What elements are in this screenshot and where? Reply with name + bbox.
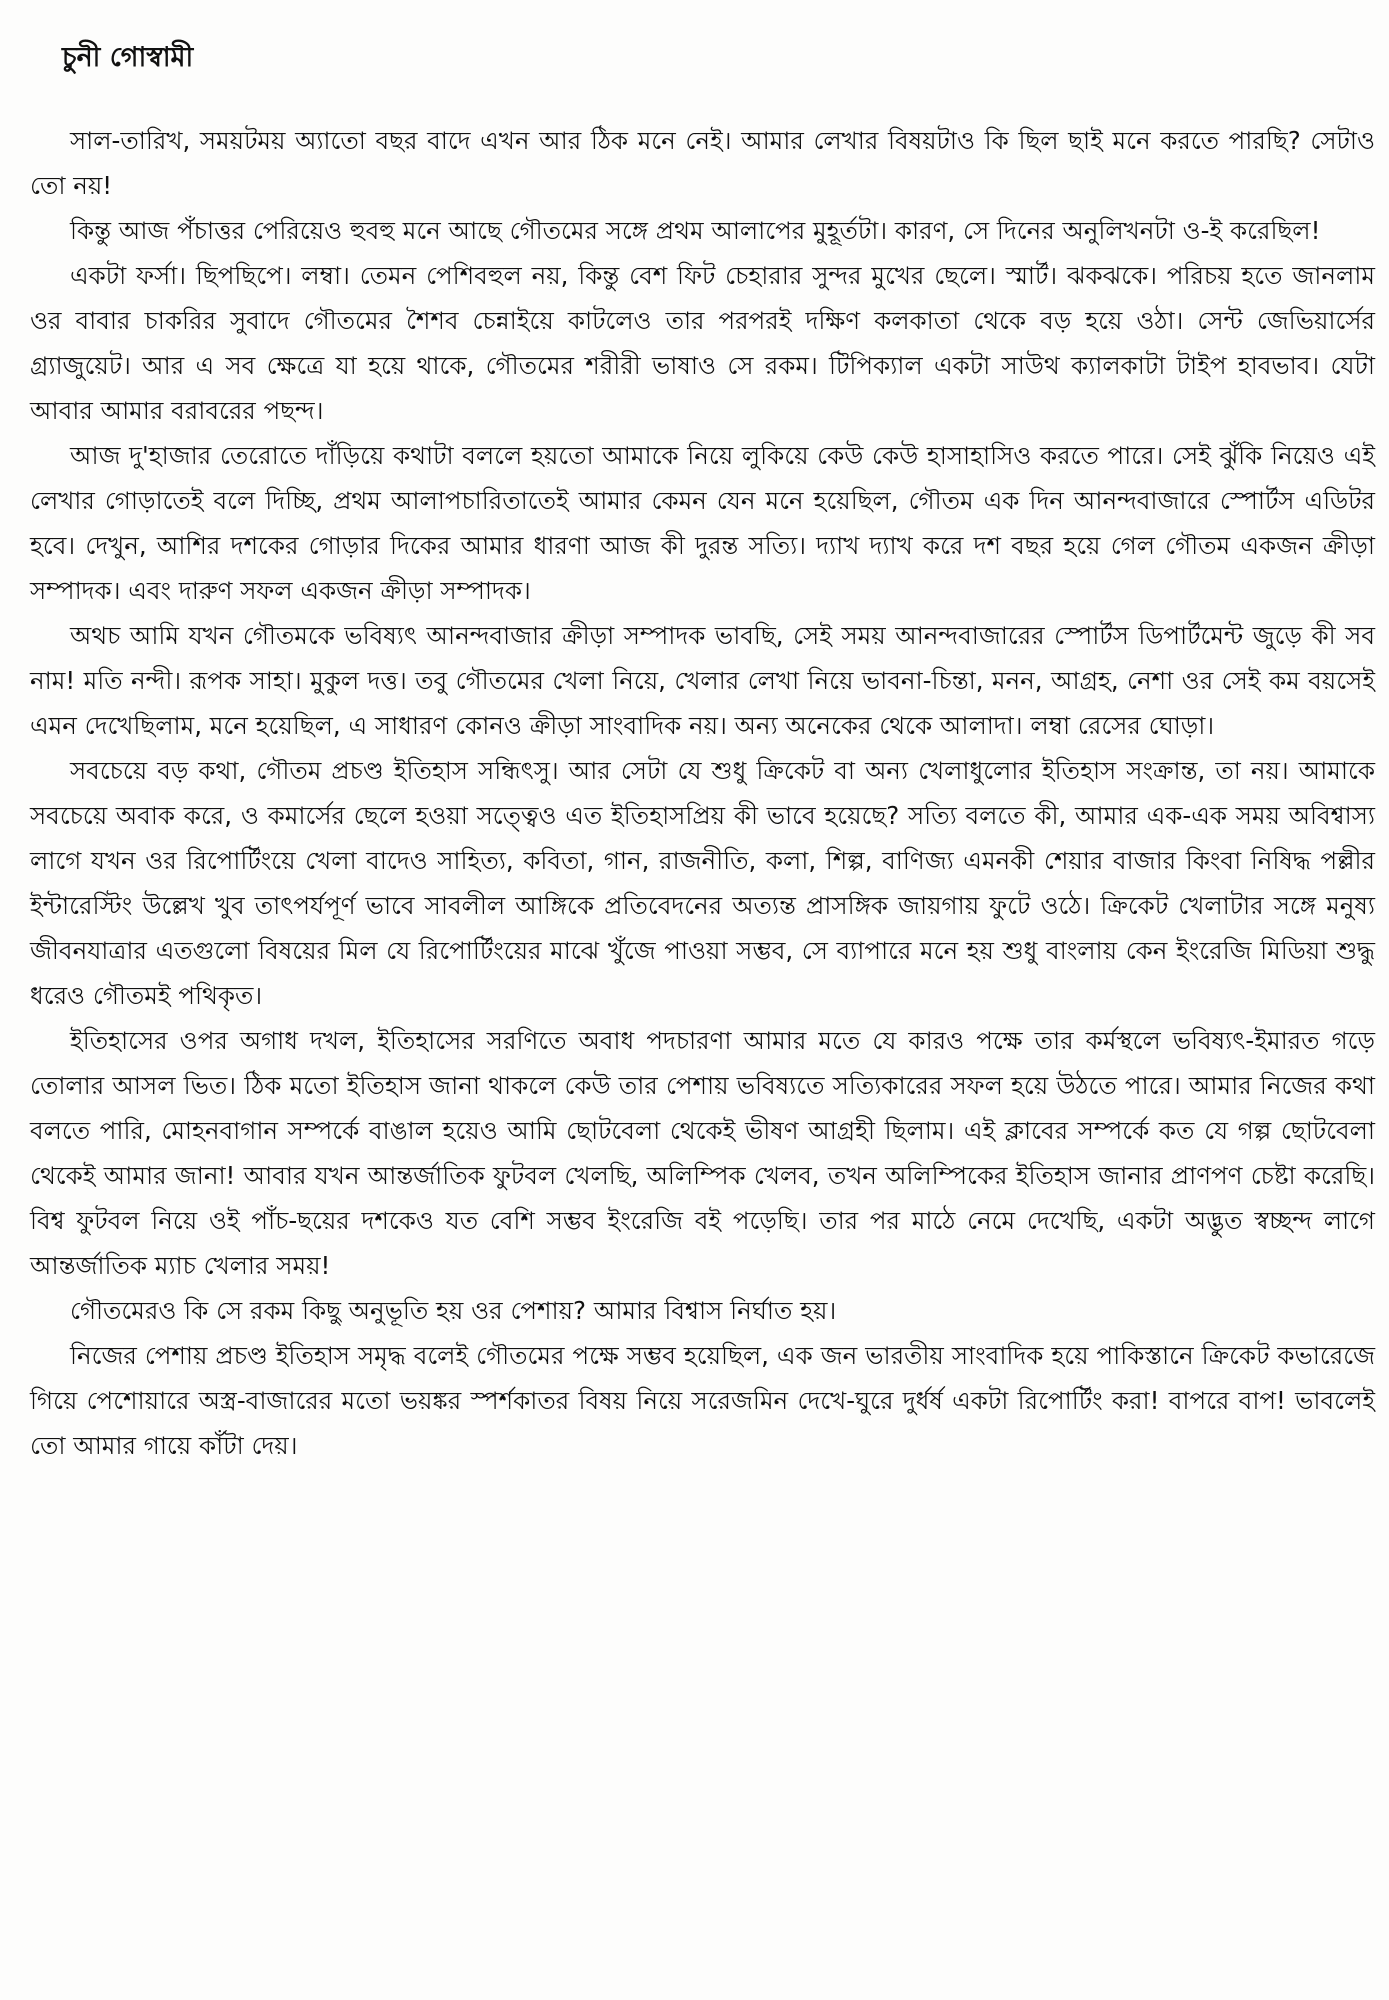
paragraph-2: কিন্তু আজ পঁচাত্তর পেরিয়েও হুবহু মনে আছে গৌতমের সঙ্গে প্রথম আলাপের মুহূর্তটা। কারণ, সে দিনের অনুলিখনটা ও-ই করেছিল! [70,216,1321,245]
paragraph-1: সাল-তারিখ, সময়টময় অ্যাতো বছর বাদে এখন আর ঠিক মনে নেই। আমার লেখার বিষয়টাও কি ছিল ছাই মনে করতে পারছি? সেটাও তো নয়! [30,126,1375,200]
paragraph-7: ইতিহাসের ওপর অগাধ দখল, ইতিহাসের সরণিতে অবাধ পদচারণা আমার মতে যে কারও পক্ষে তার কর্মস্থলে ভবিষ্যৎ-ইমারত গড়ে তোলার আসল ভিত। ঠিক মতো ইতিহাস জানা থাকলে কেউ তার পেশায় ভবিষ্যতে সত্যিকারের সফল হয়ে উঠতে পারে। আমার নিজের কথা বলতে পারি, মোহনবাগান সম্পর্কে বাঙাল হয়েও আমি ছোটবেলা থেকেই ভীষণ আগ্রহী ছিলাম। এই ক্লাবের সম্পর্কে কত যে গল্প ছোটবেলা থেকেই আমার জানা! আবার যখন আন্তর্জাতিক ফুটবল খেলছি, অলিম্পিক খেলব, তখন অলিম্পিকের ইতিহাস জানার প্রাণপণ চেষ্টা করেছি। বিশ্ব ফুটবল নিয়ে ওই পাঁচ-ছয়ের দশকেও যত বেশি সম্ভব ইংরেজি বই পড়েছি। তার পর মাঠে নেমে দেখেছি, একটা অদ্ভুত স্বচ্ছন্দ লাগে আন্তর্জাতিক ম্যাচ খেলার সময়! [30,1026,1375,1280]
paragraph-9: নিজের পেশায় প্রচণ্ড ইতিহাস সমৃদ্ধ বলেই গৌতমের পক্ষে সম্ভব হয়েছিল, এক জন ভারতীয় সাংবাদিক হয়ে পাকিস্তানে ক্রিকেট কভারেজে গিয়ে পেশোয়ারে অস্ত্র-বাজারের মতো ভয়ঙ্কর স্পর্শকাতর বিষয় নিয়ে সরেজমিন দেখে-ঘুরে দুর্ধর্ষ একটা রিপোর্টিং করা! বাপরে বাপ! ভাবলেই তো আমার গায়ে কাঁটা দেয়। [30,1341,1375,1460]
paragraph-5: অথচ আমি যখন গৌতমকে ভবিষ্যৎ আনন্দবাজার ক্রীড়া সম্পাদক ভাবছি, সেই সময় আনন্দবাজারের স্পোর্টস ডিপার্টমেন্ট জুড়ে কী সব নাম! মতি নন্দী। রূপক সাহা। মুকুল দত্ত। তবু গৌতমের খেলা নিয়ে, খেলার লেখা নিয়ে ভাবনা-চিন্তা, মনন, আগ্রহ, নেশা ওর সেই কম বয়সেই এমন দেখেছিলাম, মনে হয়েছিল, এ সাধারণ কোনও ক্রীড়া সাংবাদিক নয়। অন্য অনেকের থেকে আলাদা। লম্বা রেসের ঘোড়া। [30,621,1375,740]
paragraph-3: একটা ফর্সা। ছিপছিপে। লম্বা। তেমন পেশিবহুল নয়, কিন্তু বেশ ফিট চেহারার সুন্দর মুখের ছেলে। স্মার্ট। ঝকঝকে। পরিচয় হতে জানলাম ওর বাবার চাকরির সুবাদে গৌতমের শৈশব চেন্নাইয়ে কাটলেও তার পরপরই দক্ষিণ কলকাতা থেকে বড় হয়ে ওঠা। সেন্ট জেভিয়ার্সের গ্র্যাজুয়েট। আর এ সব ক্ষেত্রে যা হয়ে থাকে, গৌতমের শরীরী ভাষাও সে রকম। টিপিক্যাল একটা সাউথ ক্যালকাটা টাইপ হাবভাব। যেটা আবার আমার বরাবরের পছন্দ। [30,261,1375,425]
author-name: চুনী গোস্বামী [62,42,194,73]
paragraph-4: আজ দু'হাজার তেরোতে দাঁড়িয়ে কথাটা বললে হয়তো আমাকে নিয়ে লুকিয়ে কেউ কেউ হাসাহাসিও করতে পারে। সেই ঝুঁকি নিয়েও এই লেখার গোড়াতেই বলে দিচ্ছি, প্রথম আলাপচারিতাতেই আমার কেমন যেন মনে হয়েছিল, গৌতম এক দিন আনন্দবাজারে স্পোর্টস এডিটর হবে। দেখুন, আশির দশকের গোড়ার দিকের আমার ধারণা আজ কী দুরন্ত সত্যি। দ্যাখ দ্যাখ করে দশ বছর হয়ে গেল গৌতম একজন ক্রীড়া সম্পাদক। এবং দারুণ সফল একজন ক্রীড়া সম্পাদক। [30,441,1375,605]
article-body [30,118,1375,1468]
paragraph-8: গৌতমেরও কি সে রকম কিছু অনুভূতি হয় ওর পেশায়? আমার বিশ্বাস নির্ঘাত হয়। [70,1296,837,1325]
paragraph-6: সবচেয়ে বড় কথা, গৌতম প্রচণ্ড ইতিহাস সন্ধিৎসু। আর সেটা যে শুধু ক্রিকেট বা অন্য খেলাধুলোর ইতিহাস সংক্রান্ত, তা নয়। আমাকে সবচেয়ে অবাক করে, ও কমার্সের ছেলে হওয়া সত্ত্বেও এত ইতিহাসপ্রিয় কী ভাবে হয়েছে? সত্যি বলতে কী, আমার এক-এক সময় অবিশ্বাস্য লাগে যখন ওর রিপোর্টিংয়ে খেলা বাদেও সাহিত্য, কবিতা, গান, রাজনীতি, কলা, শিল্প, বাণিজ্য এমনকী শেয়ার বাজার কিংবা নিষিদ্ধ পল্লীর ইন্টারেস্টিং উল্লেখ খুব তাৎপর্যপূর্ণ ভাবে সাবলীল আঙ্গিকে প্রতিবেদনের অত্যন্ত প্রাসঙ্গিক জায়গায় ফুটে ওঠে। ক্রিকেট খেলাটার সঙ্গে মনুষ্য জীবনযাত্রার এতগুলো বিষয়ের মিল যে রিপোর্টিংয়ের মাঝে খুঁজে পাওয়া সম্ভব, সে ব্যাপারে মনে হয় শুধু বাংলায় কেন ইংরেজি মিডিয়া শুদ্ধু ধরেও গৌতমই পথিকৃত। [30,756,1375,1010]
